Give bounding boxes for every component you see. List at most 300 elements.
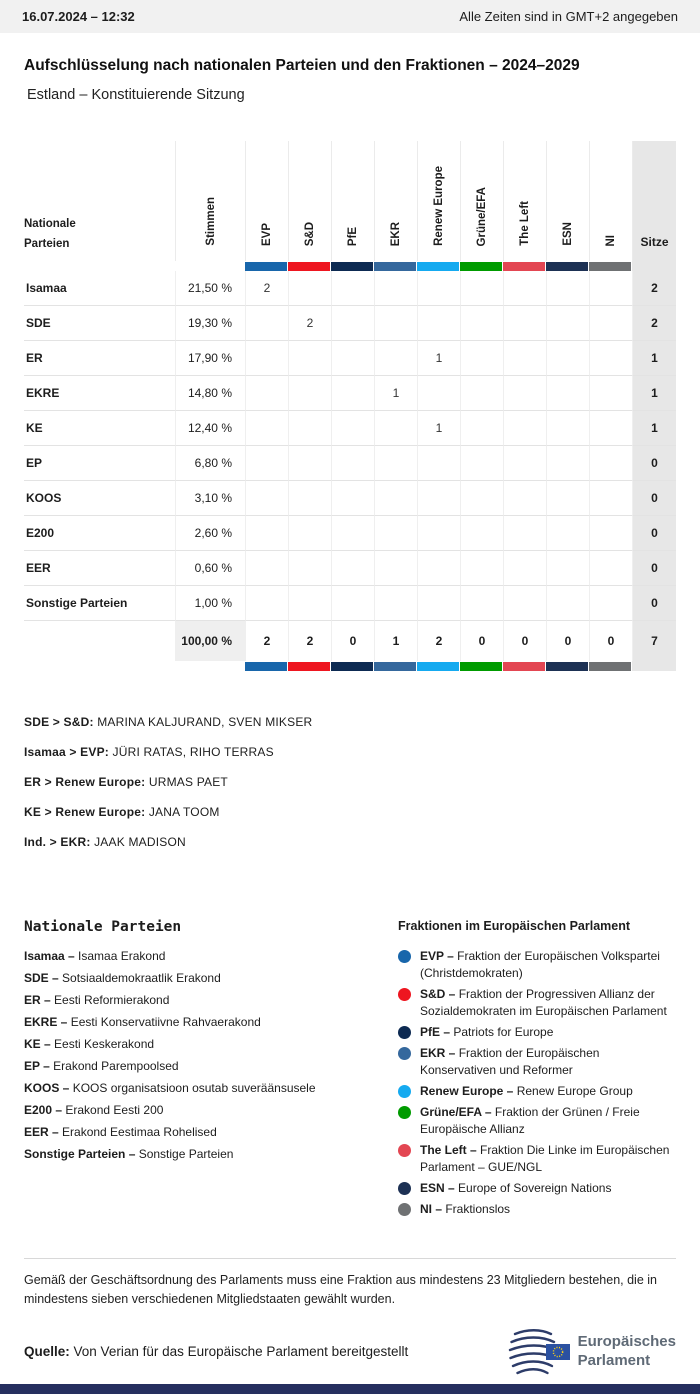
seats-in-esn: [546, 586, 589, 621]
party-abbr: KE –: [24, 1037, 55, 1051]
col-header-group-gr-ne-efa: [460, 141, 503, 261]
legend-group-gr-ne-efa: [398, 1104, 676, 1138]
color-bar: [374, 662, 416, 671]
bar-spacer-seats: [632, 661, 676, 671]
seats-in-ni: [589, 341, 632, 376]
seats-in-ekr: [374, 551, 417, 586]
seats-in-renew-europe: [417, 551, 460, 586]
party-full-name: Erakond Eesti 200: [65, 1103, 164, 1117]
party-total-seats: 1: [632, 411, 676, 446]
legend-party-sonstige-parteien: [24, 1147, 398, 1161]
seats-in-gr-ne-efa: [460, 376, 503, 411]
member-mapping: SDE > S&D:: [24, 715, 94, 729]
table-header-row: [24, 141, 676, 261]
content: [0, 57, 700, 1375]
seats-in-gr-ne-efa: [460, 341, 503, 376]
group-color-bar-s-d: [288, 661, 331, 671]
party-name: EKRE: [24, 376, 175, 411]
seats-in-ni: [589, 271, 632, 306]
seats-in-esn: [546, 411, 589, 446]
col-header-votes: [175, 141, 245, 261]
table-row-koos: [24, 481, 676, 516]
group-full-name: Fraktionslos: [445, 1202, 511, 1216]
seats-in-the-left: [503, 516, 546, 551]
table-total-row: [24, 621, 676, 661]
timezone-note: Alle Zeiten sind in GMT+2 angegeben: [459, 9, 678, 24]
seats-in-esn: [546, 341, 589, 376]
color-bar: [331, 262, 373, 271]
group-color-bar-pfe: [331, 261, 374, 271]
member-entry: [24, 715, 676, 729]
seats-in-the-left: [503, 551, 546, 586]
seats-in-ekr: [374, 481, 417, 516]
group-abbr: EVP –: [420, 949, 458, 963]
party-name: KE: [24, 411, 175, 446]
party-full-name: Eesti Konservatiivne Rahvaerakond: [70, 1015, 261, 1029]
seats-in-evp: [245, 411, 288, 446]
group-color-dot: [398, 1047, 411, 1060]
member-names: JAAK MADISON: [94, 835, 186, 849]
group-full-name: Renew Europe Group: [516, 1084, 633, 1098]
group-header-label: NI: [605, 234, 617, 246]
legend-group-s-d: [398, 986, 676, 1020]
group-header-label: ESN: [562, 222, 574, 246]
party-abbr: EP –: [24, 1059, 54, 1073]
seats-in-s-d: 2: [288, 306, 331, 341]
seats-in-gr-ne-efa: [460, 481, 503, 516]
seats-in-s-d: [288, 341, 331, 376]
seats-in-the-left: [503, 481, 546, 516]
table-row-eer: [24, 551, 676, 586]
legend-group-the-left: [398, 1142, 676, 1176]
legend-party-eer: [24, 1125, 398, 1139]
group-full-name: Fraktion Die Linke im Europäischen Parlament – GUE/NGL: [420, 1143, 670, 1174]
member-mapping: ER > Renew Europe:: [24, 775, 146, 789]
source-row: [24, 1329, 676, 1375]
party-abbr: KOOS –: [24, 1081, 73, 1095]
table-row-e200: [24, 516, 676, 551]
seats-in-s-d: [288, 551, 331, 586]
seats-in-pfe: [331, 411, 374, 446]
group-color-bar-evp: [245, 261, 288, 271]
seats-in-the-left: [503, 271, 546, 306]
group-color-bar-row: [24, 661, 676, 671]
total-seats-pfe: 0: [331, 621, 374, 661]
party-name: EP: [24, 446, 175, 481]
member-entry: [24, 745, 676, 759]
seats-in-esn: [546, 516, 589, 551]
source-label: Quelle:: [24, 1344, 70, 1359]
seats-in-pfe: [331, 271, 374, 306]
party-full-name: Erakond Parempoolsed: [53, 1059, 179, 1073]
legend-political-groups: [398, 919, 676, 1222]
report-datetime: 16.07.2024 – 12:32: [22, 9, 135, 24]
group-color-bar-ekr: [374, 261, 417, 271]
col-header-group-pfe: [331, 141, 374, 261]
color-bar: [288, 662, 330, 671]
ep-logo-mark: [508, 1329, 570, 1375]
results-table: [24, 141, 676, 671]
col-header-group-ni: [589, 141, 632, 261]
col-header-group-evp: [245, 141, 288, 261]
color-bar: [460, 262, 502, 271]
seats-in-s-d: [288, 516, 331, 551]
topbar: [0, 0, 700, 33]
votes-share: 6,80 %: [175, 446, 245, 481]
seats-in-ni: [589, 446, 632, 481]
seats-in-gr-ne-efa: [460, 516, 503, 551]
seats-in-ekr: [374, 516, 417, 551]
party-abbr: EKRE –: [24, 1015, 71, 1029]
seats-in-the-left: [503, 376, 546, 411]
group-full-name: Patriots for Europe: [453, 1025, 554, 1039]
seats-in-s-d: [288, 271, 331, 306]
seats-in-pfe: [331, 481, 374, 516]
party-total-seats: 0: [632, 481, 676, 516]
total-seats-gr-ne-efa: 0: [460, 621, 503, 661]
col-header-seats: [632, 141, 676, 261]
seats-in-ekr: [374, 411, 417, 446]
seats-in-esn: [546, 446, 589, 481]
seats-in-renew-europe: [417, 376, 460, 411]
seats-in-ni: [589, 376, 632, 411]
member-names: MARINA KALJURAND, SVEN MIKSER: [97, 715, 313, 729]
member-mapping: KE > Renew Europe:: [24, 805, 146, 819]
bar-spacer-votes: [175, 661, 245, 671]
total-seats-ekr: 1: [374, 621, 417, 661]
party-full-name: Sotsiaaldemokraatlik Erakond: [62, 971, 221, 985]
legend-group-pfe: [398, 1024, 676, 1041]
group-abbr: The Left –: [420, 1143, 481, 1157]
seats-in-ni: [589, 586, 632, 621]
member-mapping: Ind. > EKR:: [24, 835, 91, 849]
party-total-seats: 0: [632, 586, 676, 621]
seats-in-gr-ne-efa: [460, 551, 503, 586]
legend-groups-items: [398, 948, 676, 1218]
party-total-seats: 0: [632, 516, 676, 551]
seats-in-ni: [589, 516, 632, 551]
party-abbr: Isamaa –: [24, 949, 79, 963]
member-entry: [24, 805, 676, 819]
votes-share: 19,30 %: [175, 306, 245, 341]
group-abbr: Renew Europe –: [420, 1084, 517, 1098]
results-table-body: [24, 271, 676, 671]
party-total-seats: 0: [632, 551, 676, 586]
color-bar: [331, 662, 373, 671]
party-name: E200: [24, 516, 175, 551]
group-color-dot: [398, 1203, 411, 1216]
seats-in-pfe: [331, 551, 374, 586]
table-row-ekre: [24, 376, 676, 411]
party-total-seats: 2: [632, 271, 676, 306]
seats-in-esn: [546, 376, 589, 411]
party-full-name: KOOS organisatsioon osutab suveräänsusele: [72, 1081, 316, 1095]
legend-parties-items: [24, 949, 398, 1161]
group-abbr: EKR –: [420, 1046, 459, 1060]
legend-party-e200: [24, 1103, 398, 1117]
seats-in-evp: [245, 516, 288, 551]
seats-in-renew-europe: 1: [417, 341, 460, 376]
color-bar: [460, 662, 502, 671]
party-full-name: Sonstige Parteien: [138, 1147, 234, 1161]
table-row-ke: [24, 411, 676, 446]
seats-in-renew-europe: [417, 306, 460, 341]
ep-logo: [508, 1329, 676, 1375]
seats-in-renew-europe: [417, 586, 460, 621]
group-color-dot: [398, 1026, 411, 1039]
bottom-accent-bar: [0, 1384, 700, 1394]
seats-in-pfe: [331, 446, 374, 481]
group-abbr: NI –: [420, 1202, 446, 1216]
total-seats-ni: 0: [589, 621, 632, 661]
group-color-dot: [398, 1085, 411, 1098]
group-header-label: PfE: [347, 226, 359, 246]
votes-share: 3,10 %: [175, 481, 245, 516]
group-color-bar-esn: [546, 661, 589, 671]
member-names: URMAS PAET: [148, 775, 228, 789]
seats-in-evp: [245, 586, 288, 621]
group-color-bar-evp: [245, 661, 288, 671]
party-name: ER: [24, 341, 175, 376]
seats-in-s-d: [288, 586, 331, 621]
party-name: EER: [24, 551, 175, 586]
votes-share: 2,60 %: [175, 516, 245, 551]
ep-logo-text-line1: Europäisches: [577, 1332, 676, 1350]
col-header-group-the-left: [503, 141, 546, 261]
col-header-group-ekr: [374, 141, 417, 261]
total-seats-renew-europe: 2: [417, 621, 460, 661]
seats-in-ekr: [374, 306, 417, 341]
group-header-label: Renew Europe: [433, 166, 445, 246]
group-full-name: Fraktion der Progressiven Allianz der Sozialdemokraten im Europäischen Parlament: [420, 987, 667, 1018]
party-name: Isamaa: [24, 271, 175, 306]
total-seats: 7: [632, 621, 676, 661]
group-color-bar-gr-ne-efa: [460, 661, 503, 671]
seats-in-gr-ne-efa: [460, 271, 503, 306]
party-abbr: EER –: [24, 1125, 63, 1139]
color-bar: [417, 662, 459, 671]
results-table-head: [24, 141, 676, 271]
seats-in-evp: [245, 376, 288, 411]
seats-in-pfe: [331, 376, 374, 411]
group-abbr: Grüne/EFA –: [420, 1105, 495, 1119]
group-header-label: The Left: [519, 201, 531, 246]
seats-in-esn: [546, 481, 589, 516]
group-color-bar-ekr: [374, 661, 417, 671]
group-color-dot: [398, 1144, 411, 1157]
party-abbr: Sonstige Parteien –: [24, 1147, 139, 1161]
legend-party-ke: [24, 1037, 398, 1051]
group-header-label: EKR: [390, 221, 402, 246]
party-total-seats: 2: [632, 306, 676, 341]
seats-in-the-left: [503, 586, 546, 621]
color-bar: [374, 262, 416, 271]
color-bar: [503, 662, 545, 671]
seats-in-the-left: [503, 306, 546, 341]
seats-in-ni: [589, 411, 632, 446]
legend-party-ekre: [24, 1015, 398, 1029]
seats-in-the-left: [503, 341, 546, 376]
col-header-group-renew-europe: [417, 141, 460, 261]
seats-in-evp: 2: [245, 271, 288, 306]
seats-in-renew-europe: [417, 481, 460, 516]
group-color-bar-ni: [589, 261, 632, 271]
party-abbr: SDE –: [24, 971, 63, 985]
seats-in-s-d: [288, 376, 331, 411]
legends: [24, 919, 676, 1222]
color-bar: [589, 662, 631, 671]
seats-in-s-d: [288, 481, 331, 516]
table-row-isamaa: [24, 271, 676, 306]
legend-party-koos: [24, 1081, 398, 1095]
color-bar: [546, 262, 588, 271]
legend-party-sde: [24, 971, 398, 985]
seats-in-the-left: [503, 411, 546, 446]
votes-share: 14,80 %: [175, 376, 245, 411]
col-header-national-parties-label: Nationale Parteien: [24, 217, 76, 251]
table-row-ep: [24, 446, 676, 481]
seats-in-pfe: [331, 586, 374, 621]
votes-share: 1,00 %: [175, 586, 245, 621]
group-color-bar-gr-ne-efa: [460, 261, 503, 271]
group-color-bar-row: [24, 261, 676, 271]
seats-in-evp: [245, 341, 288, 376]
party-abbr: ER –: [24, 993, 55, 1007]
bar-spacer-votes: [175, 261, 245, 271]
ep-logo-text: [578, 1333, 676, 1371]
seats-in-the-left: [503, 446, 546, 481]
seats-in-pfe: [331, 516, 374, 551]
member-names: JÜRI RATAS, RIHO TERRAS: [112, 745, 274, 759]
table-row-er: [24, 341, 676, 376]
group-full-name: Fraktion der Europäischen Konservativen und Reformer: [420, 1046, 600, 1077]
table-row-sonstige-parteien: [24, 586, 676, 621]
eu-flag: [546, 1344, 570, 1360]
seats-in-renew-europe: [417, 446, 460, 481]
group-color-bar-the-left: [503, 661, 546, 671]
group-header-label: EVP: [261, 222, 273, 246]
legend-group-ni: [398, 1201, 676, 1218]
table-row-sde: [24, 306, 676, 341]
color-bar: [245, 262, 287, 271]
seats-in-gr-ne-efa: [460, 306, 503, 341]
bar-spacer-party: [24, 261, 175, 271]
bar-spacer-seats: [632, 261, 676, 271]
group-header-label: S&D: [304, 221, 316, 246]
legend-group-evp: [398, 948, 676, 982]
legend-group-esn: [398, 1180, 676, 1197]
votes-share: 12,40 %: [175, 411, 245, 446]
party-full-name: Isamaa Erakond: [78, 949, 166, 963]
seats-in-ekr: [374, 586, 417, 621]
group-header-label: Grüne/EFA: [476, 186, 488, 246]
party-full-name: Eesti Keskerakond: [54, 1037, 155, 1051]
legend-party-er: [24, 993, 398, 1007]
seats-in-evp: [245, 481, 288, 516]
bar-spacer-party: [24, 661, 175, 671]
col-header-national-parties: [24, 141, 175, 261]
party-name: KOOS: [24, 481, 175, 516]
group-color-dot: [398, 1182, 411, 1195]
group-color-bar-renew-europe: [417, 661, 460, 671]
group-abbr: ESN –: [420, 1181, 459, 1195]
source-credit: [24, 1344, 408, 1359]
group-color-dot: [398, 988, 411, 1001]
seats-in-renew-europe: [417, 516, 460, 551]
member-names: JANA TOOM: [148, 805, 220, 819]
member-entry: [24, 835, 676, 849]
group-color-bar-ni: [589, 661, 632, 671]
votes-share: 0,60 %: [175, 551, 245, 586]
group-color-bar-pfe: [331, 661, 374, 671]
seats-in-esn: [546, 306, 589, 341]
total-seats-esn: 0: [546, 621, 589, 661]
group-full-name: Fraktion der Europäischen Volkspartei (Christdemokraten): [420, 949, 660, 980]
seats-in-ekr: [374, 341, 417, 376]
seats-in-ni: [589, 481, 632, 516]
seats-in-renew-europe: [417, 271, 460, 306]
group-full-name: Europe of Sovereign Nations: [458, 1181, 612, 1195]
seats-in-s-d: [288, 446, 331, 481]
footer-divider: [24, 1258, 676, 1259]
total-seats-s-d: 2: [288, 621, 331, 661]
color-bar: [546, 662, 588, 671]
seats-in-esn: [546, 271, 589, 306]
page-subtitle: Estland – Konstituierende Sitzung: [27, 87, 245, 103]
party-total-seats: 0: [632, 446, 676, 481]
seats-in-pfe: [331, 306, 374, 341]
seats-in-evp: [245, 306, 288, 341]
color-bar: [288, 262, 330, 271]
member-mapping: Isamaa > EVP:: [24, 745, 109, 759]
color-bar: [503, 262, 545, 271]
group-color-dot: [398, 1106, 411, 1119]
members-list: [24, 715, 676, 849]
seats-in-gr-ne-efa: [460, 586, 503, 621]
legend-party-ep: [24, 1059, 398, 1073]
seats-in-ekr: [374, 271, 417, 306]
color-bar: [245, 662, 287, 671]
page-title: Aufschlüsselung nach nationalen Parteien und den Fraktionen – 2024–2029: [24, 57, 580, 74]
group-color-bar-s-d: [288, 261, 331, 271]
seats-in-s-d: [288, 411, 331, 446]
legend-group-ekr: [398, 1045, 676, 1079]
party-abbr: E200 –: [24, 1103, 66, 1117]
seats-in-gr-ne-efa: [460, 411, 503, 446]
party-name: Sonstige Parteien: [24, 586, 175, 621]
seats-in-esn: [546, 551, 589, 586]
group-abbr: PfE –: [420, 1025, 454, 1039]
party-full-name: Eesti Reformierakond: [54, 993, 170, 1007]
party-total-seats: 1: [632, 376, 676, 411]
col-header-seats-label: Sitze: [640, 235, 669, 249]
group-color-bar-renew-europe: [417, 261, 460, 271]
col-header-group-esn: [546, 141, 589, 261]
seats-in-ni: [589, 306, 632, 341]
seats-in-ni: [589, 551, 632, 586]
source-text: Von Verian für das Europäische Parlament bereitgestellt: [73, 1344, 409, 1359]
legend-national-parties: [24, 919, 398, 1222]
color-bar: [417, 262, 459, 271]
seats-in-gr-ne-efa: [460, 446, 503, 481]
votes-share: 17,90 %: [175, 341, 245, 376]
seats-in-ekr: [374, 446, 417, 481]
group-full-name: Fraktion der Grünen / Freie Europäische Allianz: [420, 1105, 640, 1136]
legend-party-isamaa: [24, 949, 398, 963]
group-color-bar-esn: [546, 261, 589, 271]
seats-in-renew-europe: 1: [417, 411, 460, 446]
votes-share: 21,50 %: [175, 271, 245, 306]
